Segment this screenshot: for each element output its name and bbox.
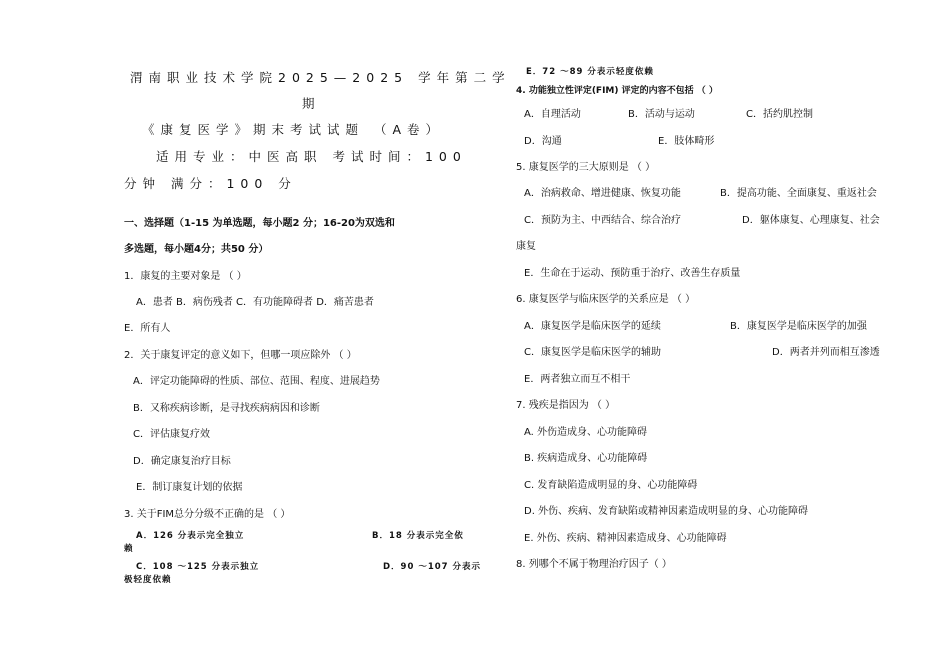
question-6-option-c: C．康复医学是临床医学的辅助 [524, 347, 661, 358]
question-4-option-a: A．自理活动 [524, 109, 581, 120]
question-7-option-c: C. 发育缺陷造成明显的身、心功能障碍 [524, 480, 698, 491]
question-1-option-e: E．所有人 [124, 323, 171, 334]
question-5-option-d-cont: 康复 [516, 241, 536, 252]
question-3-option-a: A．126 分表示完全独立 [136, 531, 245, 541]
question-6-option-d: D．两者并列而相互渗透 [772, 347, 880, 358]
exam-meta-line1: 适用专业：中医高职 考试时间：100 [156, 149, 467, 164]
question-1: 1．康复的主要对象是 （ ） [124, 271, 247, 282]
section-title-cont: 多选题，每小题4分；共50 分） [124, 244, 269, 255]
question-6: 6. 康复医学与临床医学的关系应是 （ ） [516, 294, 696, 305]
question-2-option-b: B．又称疾病诊断，是寻找疾病病因和诊断 [133, 403, 320, 414]
question-7-option-e: E. 外伤、疾病、精神因素造成身、心功能障碍 [524, 533, 727, 544]
question-6-option-e: E．两者独立而互不相干 [524, 374, 631, 385]
question-7: 7. 残疾是指因为 （ ） [516, 400, 616, 411]
question-4-option-c: C．括约肌控制 [746, 109, 813, 120]
question-3-option-b-cont: 赖 [124, 544, 134, 554]
question-4-option-b: B．活动与运动 [628, 109, 695, 120]
question-2-option-d: D．确定康复治疗目标 [133, 456, 231, 467]
question-6-option-a: A．康复医学是临床医学的延续 [524, 321, 661, 332]
exam-header-line1: 渭南职业技术学院2025—2025 学年第二学 [130, 70, 511, 85]
question-4: 4. 功能独立性评定(FIM) 评定的内容不包括 （ ） [516, 86, 718, 96]
question-3-option-c: C．108 ～125 分表示独立 [136, 562, 260, 572]
question-5-option-d: D．躯体康复、心理康复、社会 [742, 215, 880, 226]
question-2-option-a: A．评定功能障碍的性质、部位、范围、程度、进展趋势 [133, 376, 380, 387]
question-2-option-c: C．评估康复疗效 [133, 429, 210, 440]
question-5-option-a: A．治病救命、增进健康、恢复功能 [524, 188, 681, 199]
exam-title: 《康复医学》期末考试试题 （A卷） [142, 122, 445, 137]
question-7-option-d: D. 外伤、疾病、发育缺陷或精神因素造成明显的身、心功能障碍 [524, 506, 809, 517]
question-3-option-b: B．18 分表示完全依 [372, 531, 464, 541]
question-8: 8. 列哪个不属于物理治疗因子（ ） [516, 559, 672, 570]
question-5-option-b: B．提高功能、全面康复、重返社会 [720, 188, 877, 199]
exam-header-line2: 期 [302, 96, 321, 111]
question-2: 2．关于康复评定的意义如下，但哪一项应除外 （ ） [124, 350, 357, 361]
question-3-option-d-cont: 极轻度依赖 [124, 575, 172, 585]
section-title: 一、选择题（1-15 为单选题，每小题2 分；16-20为双选和 [124, 218, 395, 229]
question-7-option-a: A. 外伤造成身、心功能障碍 [524, 427, 648, 438]
question-3: 3. 关于FIM总分分级不正确的是 （ ） [124, 509, 291, 520]
question-7-option-b: B. 疾病造成身、心功能障碍 [524, 453, 648, 464]
exam-meta-line2: 分钟 满分：100 分 [124, 176, 297, 191]
question-5: 5. 康复医学的三大原则是 （ ） [516, 162, 656, 173]
question-4-option-d: D．沟通 [524, 136, 562, 147]
question-6-option-b: B．康复医学是临床医学的加强 [730, 321, 867, 332]
question-1-options: A．患者 B．病伤残者 C．有功能障碍者 D．痛苦患者 [136, 297, 374, 308]
question-5-option-c: C．预防为主、中西结合、综合治疗 [524, 215, 681, 226]
question-4-option-e: E．肢体畸形 [658, 136, 715, 147]
question-5-option-e: E．生命在于运动、预防重于治疗、改善生存质量 [524, 268, 741, 279]
question-3-option-e: E．72 ～89 分表示轻度依赖 [526, 67, 654, 77]
question-2-option-e: E．制订康复计划的依据 [136, 482, 243, 493]
question-3-option-d: D．90 ～107 分表示 [383, 562, 482, 572]
